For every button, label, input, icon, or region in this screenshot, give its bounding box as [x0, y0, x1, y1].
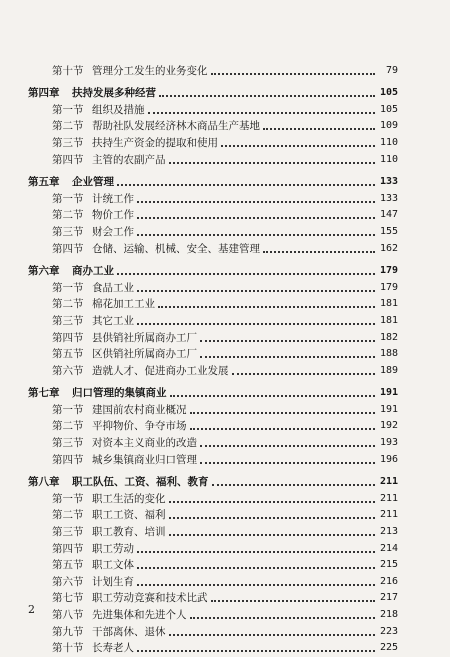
dot-leader [169, 625, 376, 636]
toc-label: 第三节 [52, 314, 84, 327]
toc-row [28, 149, 398, 166]
toc-title: 职工文体 [92, 559, 134, 572]
dot-leader [169, 153, 376, 164]
toc-label: 第四节 [52, 153, 84, 166]
toc-title: 计统工作 [92, 192, 134, 205]
toc-row [28, 132, 398, 149]
toc-title: 职工劳动 [92, 542, 134, 555]
toc-page-number: 147 [379, 209, 398, 221]
toc-title: 其它工业 [92, 314, 134, 327]
toc-title: 县供销社所属商办工厂 [92, 331, 197, 344]
toc-row [28, 83, 398, 100]
dot-leader [200, 347, 375, 358]
dot-leader [200, 436, 375, 447]
toc-label: 第四节 [52, 242, 84, 255]
toc-label: 第十节 [52, 64, 84, 77]
toc-page-number: 110 [379, 153, 398, 165]
dot-leader [148, 103, 376, 114]
toc-title: 棉花加工工业 [92, 298, 155, 311]
toc-page-number: 191 [379, 387, 398, 399]
toc-title: 职工工资、福利 [92, 509, 166, 522]
toc-row [28, 221, 398, 238]
toc-page-number: 225 [379, 642, 398, 654]
dot-leader [117, 264, 375, 275]
toc-label: 第六节 [52, 364, 84, 377]
toc-label: 第三节 [52, 225, 84, 238]
toc-title: 归口管理的集镇商业 [72, 387, 167, 400]
dot-leader [190, 403, 376, 414]
toc-page-number: 179 [379, 265, 398, 277]
toc-title: 管理分工发生的业务变化 [92, 64, 208, 77]
dot-leader [137, 542, 375, 553]
toc-title: 平抑物价、争夺市场 [92, 420, 187, 433]
toc-page-number: 179 [379, 281, 398, 293]
toc-page-number: 105 [379, 87, 398, 99]
toc-row [28, 521, 398, 538]
toc-page-number: 223 [379, 625, 398, 637]
dot-leader [159, 86, 375, 97]
toc-page-number: 215 [379, 559, 398, 571]
toc-page-number: 193 [379, 437, 398, 449]
toc-row [28, 638, 398, 655]
toc-label: 第二节 [52, 509, 84, 522]
toc-row [28, 488, 398, 505]
dot-leader [212, 475, 376, 486]
toc-row [28, 172, 398, 189]
toc-page-number: 218 [379, 609, 398, 620]
dot-leader [170, 386, 376, 397]
toc-title: 企业管理 [72, 176, 114, 189]
toc-row [28, 604, 398, 621]
toc-title: 建国前农村商业概况 [92, 403, 187, 416]
toc-page-number: 162 [379, 242, 398, 254]
toc-label: 第四节 [52, 453, 84, 466]
dot-leader [137, 208, 375, 219]
toc-label: 第六节 [52, 575, 84, 588]
toc-page-number: 192 [379, 420, 398, 432]
toc-page-number: 79 [385, 64, 398, 76]
toc-page-number: 214 [379, 542, 398, 554]
toc-page-number: 217 [379, 592, 398, 604]
toc-row [28, 555, 398, 572]
toc-row [28, 327, 398, 344]
toc-page-number: 181 [379, 314, 398, 326]
toc-title: 城乡集镇商业归口管理 [92, 453, 197, 466]
toc-label: 第四章 [28, 87, 60, 100]
dot-leader [117, 175, 375, 186]
page-number: 2 [28, 603, 35, 616]
toc-row [28, 538, 398, 555]
dot-leader [190, 419, 376, 430]
dot-leader [137, 575, 375, 586]
toc-row [28, 238, 398, 255]
toc-title: 职工生活的变化 [92, 492, 166, 505]
toc-label: 第三节 [52, 136, 84, 149]
dot-leader [200, 453, 375, 464]
toc-title: 商办工业 [72, 265, 114, 278]
toc-row [28, 344, 398, 361]
toc-page-number: 133 [379, 192, 398, 204]
dot-leader [137, 314, 375, 325]
toc-row [28, 60, 398, 77]
toc-page-number: 216 [379, 575, 398, 587]
toc-row [28, 449, 398, 466]
toc-label: 第八章 [28, 476, 60, 489]
toc-title: 主管的农副产品 [92, 153, 166, 166]
toc-title: 计划生育 [92, 575, 134, 588]
toc-label: 第二节 [52, 120, 84, 133]
toc-row [28, 261, 398, 278]
toc-label: 第三节 [52, 437, 84, 450]
toc-title: 对资本主义商业的改造 [92, 437, 197, 450]
toc-row [28, 277, 398, 294]
toc-page-number: 110 [379, 136, 398, 148]
toc-page-number: 181 [379, 298, 398, 310]
toc-page-number: 189 [379, 364, 398, 376]
toc-row [28, 383, 398, 400]
toc-label: 第一节 [52, 403, 84, 416]
toc-page-number: 211 [379, 492, 398, 504]
dot-leader [137, 225, 375, 236]
toc-title: 长寿老人 [92, 642, 134, 655]
toc-row [28, 294, 398, 311]
toc-label: 第八节 [52, 609, 84, 621]
toc-row [28, 505, 398, 522]
toc-label: 第一节 [52, 192, 84, 205]
dot-leader [200, 331, 375, 342]
toc-label: 第七节 [52, 592, 84, 605]
toc-row [28, 188, 398, 205]
toc-label: 第五节 [52, 559, 84, 572]
dot-leader [263, 119, 375, 130]
toc-page-number: 133 [379, 176, 398, 188]
toc-title: 职工队伍、工资、福利、教育 [72, 476, 209, 489]
toc-label: 第二节 [52, 209, 84, 222]
toc-row [28, 399, 398, 416]
dot-leader [211, 591, 376, 602]
dot-leader [158, 297, 375, 308]
toc-label: 第九节 [52, 625, 84, 638]
toc-label: 第一节 [52, 492, 84, 505]
toc-page-number: 155 [379, 225, 398, 237]
toc-title: 组织及措施 [92, 103, 145, 116]
toc-title: 帮助社队发展经济林木商品生产基地 [92, 120, 260, 133]
toc-label: 第二节 [52, 298, 84, 311]
toc-row [28, 621, 398, 638]
toc-row [28, 99, 398, 116]
toc-label: 第二节 [52, 420, 84, 433]
dot-leader [169, 525, 376, 536]
dot-leader [263, 242, 375, 253]
toc-title: 物价工作 [92, 209, 134, 222]
toc-page-number: 188 [379, 348, 398, 360]
dot-leader [169, 508, 376, 519]
toc-title: 食品工业 [92, 281, 134, 294]
dot-leader [137, 192, 375, 203]
toc-title: 造就人才、促进商办工业发展 [92, 364, 229, 377]
dot-leader [137, 641, 375, 652]
dot-leader [221, 136, 375, 147]
toc-title: 职工教育、培训 [92, 526, 166, 539]
toc-page-number: 109 [379, 120, 398, 132]
dot-leader [211, 64, 376, 75]
toc-row [28, 571, 398, 588]
dot-leader [232, 364, 376, 375]
toc-row [28, 416, 398, 433]
toc-label: 第四节 [52, 331, 84, 344]
dot-leader [169, 492, 376, 503]
toc-page-number: 182 [379, 331, 398, 343]
dot-leader [137, 558, 375, 569]
toc-row [28, 310, 398, 327]
toc-label: 第一节 [52, 103, 84, 116]
toc-title: 扶持生产资金的提取和使用 [92, 136, 218, 149]
toc-page-number: 105 [379, 103, 398, 115]
toc-label: 第五章 [28, 176, 60, 189]
toc-page-number: 196 [379, 453, 398, 465]
toc-label: 第四节 [52, 542, 84, 555]
toc-row [28, 360, 398, 377]
toc-label: 第三节 [52, 526, 84, 539]
toc-row [28, 472, 398, 489]
toc-page-number: 211 [379, 509, 398, 521]
toc-page-number: 191 [379, 403, 398, 415]
toc-label: 第一节 [52, 281, 84, 294]
toc-title: 仓储、运输、机械、安全、基建管理 [92, 242, 260, 255]
toc-row [28, 432, 398, 449]
toc-row [28, 116, 398, 133]
dot-leader [137, 281, 375, 292]
toc-label: 第十节 [52, 642, 84, 655]
toc-title: 干部离休、退休 [92, 625, 166, 638]
toc-row [28, 205, 398, 222]
table-of-contents [28, 60, 398, 654]
toc-title: 职工劳动竞赛和技术比武 [92, 592, 208, 605]
toc-page-number: 213 [379, 526, 398, 538]
dot-leader [190, 608, 376, 619]
toc-page-number: 211 [379, 476, 398, 488]
toc-label: 第五节 [52, 348, 84, 361]
toc-title: 扶持发展多种经营 [72, 87, 156, 100]
toc-label: 第七章 [28, 387, 60, 400]
toc-title: 先进集体和先进个人 [92, 609, 187, 621]
toc-row [28, 588, 398, 605]
toc-label: 第六章 [28, 265, 60, 278]
toc-title: 区供销社所属商办工厂 [92, 348, 197, 361]
toc-title: 财会工作 [92, 225, 134, 238]
